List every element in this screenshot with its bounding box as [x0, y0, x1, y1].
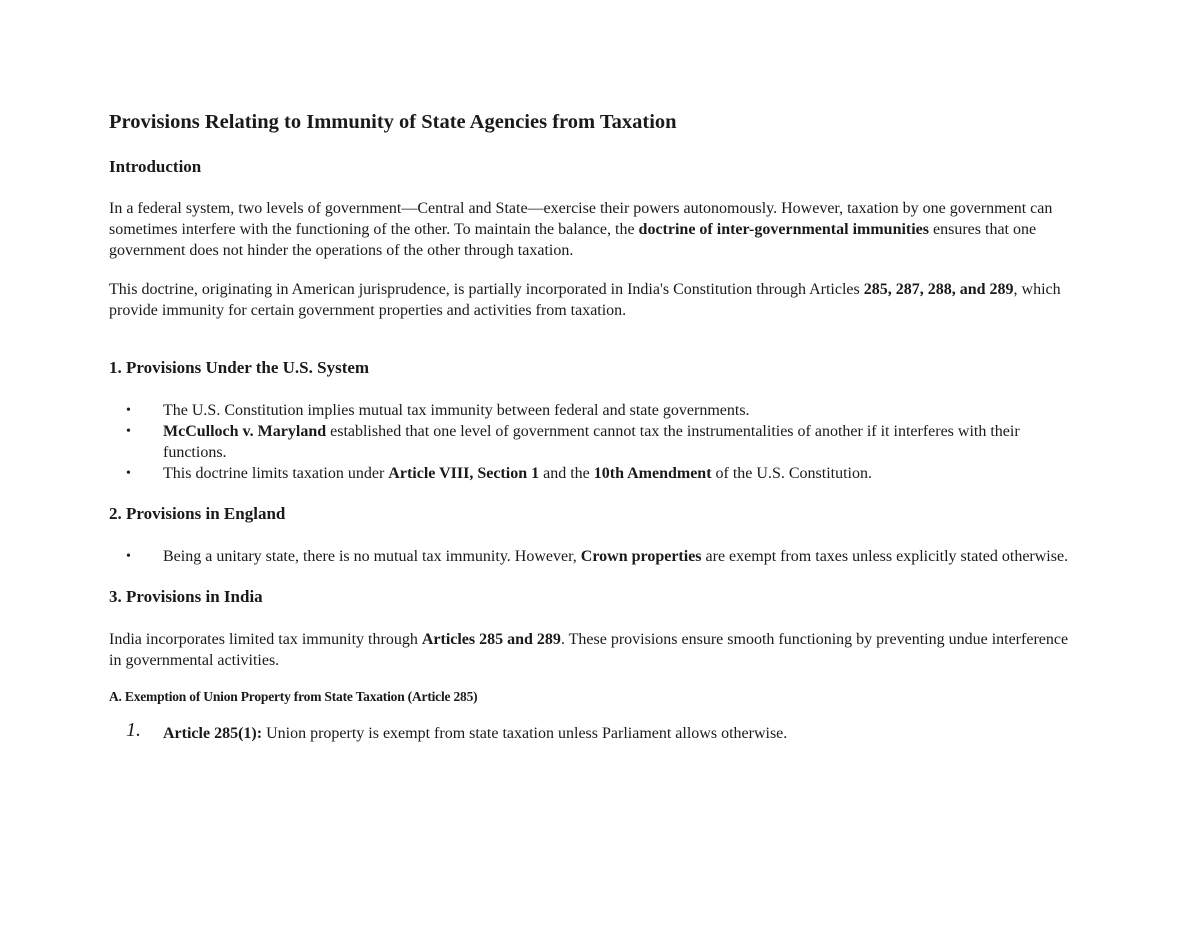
bullet-bold-text: Crown properties [580, 547, 702, 565]
section-3-bold: Articles 285 and 289 [421, 630, 561, 648]
intro-p1-text-c: ensures that one government does not hinder the operations of the other through taxation. [109, 220, 1037, 259]
intro-p1-bold: doctrine of inter-governmental immunities [638, 220, 930, 238]
subsection-a-heading: A. Exemption of Union Property from State Taxation (Article 285) [109, 688, 478, 704]
section-1-bullet-list [109, 400, 1079, 484]
bullet-icon: • [126, 423, 131, 439]
section-3-text-c: . These provisions ensure smooth functioning by preventing undue interference in governmental activities. [109, 630, 1069, 669]
bullet-bold-text: McCulloch v. Maryland [163, 422, 327, 440]
list-item [109, 400, 1079, 421]
numbered-item-text: Union property is exempt from state taxation unless Parliament allows otherwise. [262, 724, 788, 742]
bullet-text: established that one level of government cannot tax the instrumentalities of another if it interferes with their functions. [163, 422, 1020, 461]
intro-p2-text-a: This doctrine, originating in American jurisprudence, is partially incorporated in India's Constitution through Articles [109, 280, 864, 298]
bullet-text: Being a unitary state, there is no mutual tax immunity. However, [163, 547, 581, 565]
introduction-heading: Introduction [109, 156, 202, 176]
bullet-text: The U.S. Constitution implies mutual tax immunity between federal and state governments. [163, 401, 750, 419]
document-page [109, 110, 1079, 744]
numbered-list-item [109, 718, 1079, 744]
intro-paragraph-1 [109, 198, 1079, 261]
numbered-item-bold: Article 285(1): [163, 724, 263, 742]
bullet-text: This doctrine limits taxation under [163, 464, 389, 482]
intro-paragraph-2 [109, 279, 1079, 321]
section-1-heading: 1. Provisions Under the U.S. System [109, 357, 370, 377]
bullet-bold-text: 10th Amendment [593, 464, 712, 482]
section-2-bullet-list [109, 546, 1079, 567]
list-number: 1. [126, 718, 141, 741]
intro-p1-text-a: In a federal system, two levels of government—Central and State—exercise their powers autonomously. However, taxation by one government can sometimes interfere with the functioning of the other. To maintain the balance, the [109, 199, 1053, 238]
section-3-text-a: India incorporates limited tax immunity through [109, 630, 422, 648]
bullet-text: are exempt from taxes unless explicitly stated otherwise. [701, 547, 1069, 565]
list-item [109, 421, 1079, 463]
section-3-paragraph [109, 629, 1079, 671]
list-item [109, 463, 1079, 484]
bullet-icon: • [126, 465, 131, 481]
list-item [109, 546, 1079, 567]
bullet-bold-text: Article VIII, Section 1 [388, 464, 540, 482]
intro-p2-bold: 285, 287, 288, and 289 [863, 280, 1014, 298]
bullet-text: of the U.S. Constitution. [711, 464, 872, 482]
bullet-icon: • [126, 402, 131, 418]
section-2-heading: 2. Provisions in England [109, 503, 286, 523]
bullet-icon: • [126, 548, 131, 564]
intro-p2-text-c: , which provide immunity for certain government properties and activities from taxation. [109, 280, 1061, 319]
document-title: Provisions Relating to Immunity of State Agencies from Taxation [109, 111, 677, 133]
bullet-text: and the [539, 464, 594, 482]
section-3-heading: 3. Provisions in India [109, 586, 263, 606]
